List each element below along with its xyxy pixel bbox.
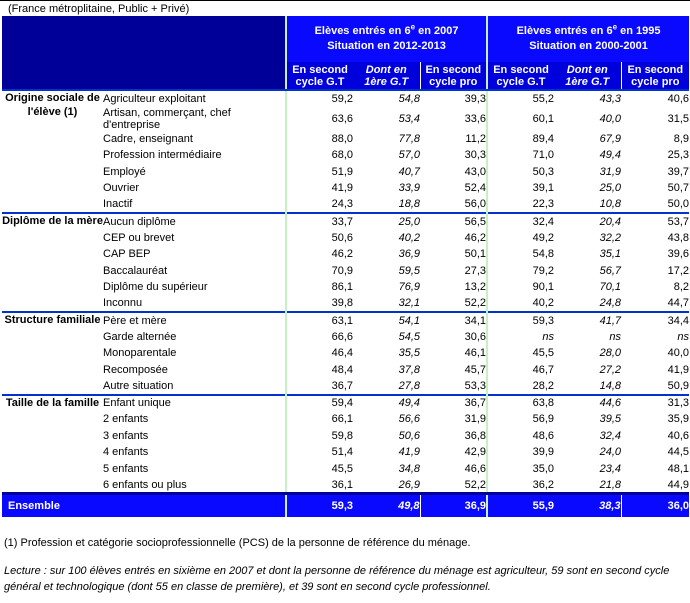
value-cell: 40,6 <box>621 90 689 107</box>
value-cell: 59,2 <box>286 90 353 107</box>
value-cell: 36,1 <box>286 477 353 494</box>
value-cell: 39,1 <box>487 180 554 197</box>
table-row <box>2 131 689 148</box>
column-header-cycle-gt-1995: En second cycle G.T <box>487 62 554 90</box>
table-total <box>2 494 689 517</box>
value-cell: 35,5 <box>398 347 420 360</box>
total-value-cell: 36,9 <box>420 494 487 517</box>
value-cell: 32,4 <box>487 213 554 230</box>
value-cell: 41,9 <box>398 446 420 459</box>
value-cell: 50,9 <box>667 379 690 392</box>
value-cell: 8,9 <box>673 132 690 145</box>
value-cell: 45,5 <box>286 461 353 478</box>
row-label: Diplôme du supérieur <box>103 281 208 294</box>
row-group-label: Structure familiale <box>2 312 103 395</box>
column-group-2007 <box>286 16 487 62</box>
table-row <box>2 428 689 445</box>
value-cell: 22,3 <box>487 197 554 214</box>
table-row <box>2 180 689 197</box>
value-cell: 45,7 <box>464 363 487 376</box>
value-cell: 54,8 <box>353 90 420 107</box>
total-value-cell: 49,8 <box>353 494 420 517</box>
value-cell: 28,0 <box>599 347 622 360</box>
column-header-dont-1ere-1995: Dont en 1ère G.T <box>554 62 621 90</box>
row-label: Garde alternée <box>103 330 177 343</box>
value-cell: 36,2 <box>487 477 554 494</box>
value-cell: 39,7 <box>667 165 690 178</box>
row-label: Monoparentale <box>103 347 177 360</box>
value-cell: 39,8 <box>286 296 353 313</box>
value-cell: 53,4 <box>398 112 420 125</box>
table-row <box>2 345 689 362</box>
value-cell: 25,0 <box>599 182 622 195</box>
value-cell: 35,9 <box>667 413 690 426</box>
value-cell: 77,8 <box>398 132 420 145</box>
value-cell: 46,2 <box>286 246 353 263</box>
value-cell: 59,5 <box>398 264 420 277</box>
value-cell: 35,1 <box>599 248 622 261</box>
value-cell: 32,1 <box>398 297 420 310</box>
value-cell: 48,1 <box>667 462 690 475</box>
value-cell: 66,1 <box>286 411 353 428</box>
value-cell: 55,2 <box>487 90 554 107</box>
value-cell: 40,0 <box>667 347 690 360</box>
value-cell: 30,6 <box>464 330 487 343</box>
value-cell: 39,9 <box>487 444 554 461</box>
table-row <box>2 230 689 247</box>
value-cell: 26,9 <box>398 478 420 491</box>
value-cell: 54,8 <box>487 246 554 263</box>
value-cell: 20,4 <box>554 213 621 230</box>
table-row <box>2 477 689 494</box>
value-cell: 70,9 <box>286 263 353 280</box>
value-cell: 86,1 <box>286 279 353 296</box>
value-cell: 17,2 <box>667 264 690 277</box>
value-cell: 32,2 <box>599 231 622 244</box>
total-row <box>2 494 689 517</box>
table-row <box>2 197 689 214</box>
value-cell: 34,8 <box>398 462 420 475</box>
value-cell: 44,5 <box>667 446 690 459</box>
value-cell: 31,5 <box>667 112 690 125</box>
group-title-1995: Elèves entrés en 6e en 1995 <box>516 22 661 37</box>
value-cell: 28,2 <box>487 378 554 395</box>
value-cell: 35,0 <box>487 461 554 478</box>
table-row <box>2 411 689 428</box>
row-label: 6 enfants ou plus <box>103 478 187 491</box>
value-cell: 33,6 <box>464 112 487 125</box>
value-cell: 41,7 <box>554 312 621 329</box>
value-cell: 46,7 <box>487 362 554 379</box>
value-cell: 40,0 <box>599 112 622 125</box>
row-label: 2 enfants <box>103 413 149 426</box>
value-cell: 79,2 <box>487 263 554 280</box>
value-cell: 88,0 <box>286 131 353 148</box>
total-row-label: Ensemble <box>2 494 286 517</box>
row-label: Enfant unique <box>103 395 286 412</box>
value-cell: 53,7 <box>621 213 689 230</box>
row-label: Artisan, commerçant, chef d'entreprise <box>103 106 231 131</box>
row-label: 4 enfants <box>103 446 149 459</box>
value-cell: 44,6 <box>554 395 621 412</box>
value-cell: 42,9 <box>464 446 487 459</box>
value-cell: 51,9 <box>286 164 353 181</box>
value-cell: 39,3 <box>420 90 487 107</box>
table-row <box>2 279 689 296</box>
value-cell: 25,3 <box>667 149 690 162</box>
group-subtitle-2007: Situation en 2012-2013 <box>327 40 446 52</box>
value-cell: 90,1 <box>487 279 554 296</box>
table-row <box>2 312 689 329</box>
value-cell: 37,8 <box>398 363 420 376</box>
value-cell: 46,1 <box>464 347 487 360</box>
value-cell: 10,8 <box>599 198 622 211</box>
value-cell: 39,5 <box>599 413 622 426</box>
total-value-cell: 55,9 <box>487 494 554 517</box>
row-label: Agriculteur exploitant <box>103 90 286 107</box>
group-title-2007: Elèves entrés en 6e en 2007 <box>314 22 459 37</box>
value-cell: 24,3 <box>286 197 353 214</box>
value-cell: 34,4 <box>621 312 689 329</box>
value-cell: 54,5 <box>398 330 420 343</box>
value-cell: 24,0 <box>599 446 622 459</box>
value-cell: 52,2 <box>464 297 487 310</box>
value-cell: 41,9 <box>667 363 690 376</box>
value-cell: 60,1 <box>487 107 554 131</box>
value-cell: 36,7 <box>286 378 353 395</box>
value-cell: 53,3 <box>464 379 487 392</box>
value-cell: 63,6 <box>286 107 353 131</box>
value-cell: 50,1 <box>464 248 487 261</box>
value-cell: 27,8 <box>398 379 420 392</box>
value-cell: 52,4 <box>464 182 487 195</box>
row-label: Père et mère <box>103 312 286 329</box>
value-cell: 25,0 <box>353 213 420 230</box>
value-cell: 23,4 <box>599 462 622 475</box>
value-cell: 21,8 <box>599 478 622 491</box>
value-cell: 24,8 <box>599 297 622 310</box>
table-row <box>2 213 689 230</box>
value-cell: 8,2 <box>673 281 690 294</box>
column-group-1995 <box>487 16 689 62</box>
value-cell: 59,3 <box>487 312 554 329</box>
row-group-label: Diplôme de la mère <box>2 213 103 312</box>
table-body <box>2 90 689 494</box>
row-label: CAP BEP <box>103 248 151 261</box>
value-cell: 13,2 <box>464 281 487 294</box>
row-label: Cadre, enseignant <box>103 132 193 145</box>
value-cell: 70,1 <box>599 281 622 294</box>
total-value-cell: 38,3 <box>554 494 621 517</box>
value-cell: 31,9 <box>464 413 487 426</box>
value-cell: 31,9 <box>599 165 622 178</box>
value-cell: 76,9 <box>398 281 420 294</box>
value-cell: 11,2 <box>465 132 487 145</box>
value-cell: 89,4 <box>487 131 554 148</box>
value-cell: 66,6 <box>286 329 353 346</box>
row-label: Aucun diplôme <box>103 213 286 230</box>
column-header-cycle-pro-1995: En second cycle pro <box>621 62 689 90</box>
row-label: Ouvrier <box>103 182 140 195</box>
row-label: 3 enfants <box>103 429 149 442</box>
superscript-e: e <box>410 22 416 32</box>
row-label: Recomposée <box>103 363 168 376</box>
table-row <box>2 362 689 379</box>
value-cell: 63,8 <box>487 395 554 412</box>
row-label: Inconnu <box>103 297 143 310</box>
table-row <box>2 296 689 313</box>
value-cell: 32,4 <box>599 429 622 442</box>
value-cell: 46,6 <box>464 462 487 475</box>
table-row <box>2 263 689 280</box>
value-cell: ns <box>487 329 554 346</box>
value-cell: 49,4 <box>353 395 420 412</box>
column-header-cycle-gt-2007: En second cycle G.T <box>286 62 353 90</box>
value-cell: 30,3 <box>464 149 487 162</box>
table-row <box>2 461 689 478</box>
row-group-label: Origine sociale de l'élève (1) <box>2 90 103 213</box>
value-cell: 45,5 <box>487 345 554 362</box>
value-cell: ns <box>609 330 622 343</box>
table-row <box>2 147 689 164</box>
value-cell: 46,2 <box>464 231 487 244</box>
value-cell: 56,5 <box>420 213 487 230</box>
table-row <box>2 444 689 461</box>
row-label: 5 enfants <box>103 462 149 475</box>
value-cell: 56,0 <box>464 198 487 211</box>
group-header-row <box>2 16 689 62</box>
table-row <box>2 246 689 263</box>
row-label: Employé <box>103 165 146 178</box>
value-cell: 27,2 <box>599 363 622 376</box>
column-header-cycle-pro-2007: En second cycle pro <box>420 62 487 90</box>
row-label: Inactif <box>103 198 133 211</box>
value-cell: 44,7 <box>667 297 690 310</box>
value-cell: 36,8 <box>464 429 487 442</box>
value-cell: 56,6 <box>398 413 420 426</box>
value-cell: 46,4 <box>286 345 353 362</box>
statistics-table <box>2 16 689 517</box>
value-cell: 56,9 <box>487 411 554 428</box>
row-group-label: Taille de la famille <box>2 395 103 494</box>
table-row <box>2 107 689 131</box>
value-cell: 56,7 <box>599 264 622 277</box>
value-cell: 43,8 <box>667 231 690 244</box>
value-cell: 33,9 <box>398 182 420 195</box>
table-row <box>2 395 689 412</box>
value-cell: 57,0 <box>398 149 420 162</box>
value-cell: 51,4 <box>286 444 353 461</box>
row-label: CEP ou brevet <box>103 231 175 244</box>
column-header-dont-1ere-2007: Dont en 1ère G.T <box>353 62 420 90</box>
value-cell: 50,7 <box>667 182 690 195</box>
superscript-e: e <box>612 22 618 32</box>
value-cell: 27,3 <box>464 264 487 277</box>
value-cell: 36,7 <box>420 395 487 412</box>
value-cell: 31,3 <box>621 395 689 412</box>
region-note: (France métroplitaine, Public + Privé) <box>8 3 190 15</box>
value-cell: 40,6 <box>667 429 690 442</box>
value-cell: 50,6 <box>286 230 353 247</box>
value-cell: 67,9 <box>599 132 622 145</box>
value-cell: 48,6 <box>487 428 554 445</box>
value-cell: 33,7 <box>286 213 353 230</box>
value-cell: 14,8 <box>599 379 622 392</box>
table-row <box>2 378 689 395</box>
total-value-cell: 36,0 <box>621 494 689 517</box>
value-cell: 41,9 <box>286 180 353 197</box>
value-cell: 34,1 <box>420 312 487 329</box>
footnote-lecture: Lecture : sur 100 élèves entrés en sixième en 2007 et dont la personne de référence du ménage est agriculteur, 59 sont en second cycle général et technologique (dont 55 en classe de première), et 39 sont en second cycle professionnel. <box>4 564 670 593</box>
row-label: Baccalauréat <box>103 264 168 277</box>
value-cell: 71,0 <box>487 147 554 164</box>
value-cell: 48,4 <box>286 362 353 379</box>
value-cell: 40,2 <box>398 231 420 244</box>
value-cell: 54,1 <box>353 312 420 329</box>
group-subtitle-1995: Situation en 2000-2001 <box>529 40 648 52</box>
value-cell: 40,2 <box>487 296 554 313</box>
value-cell: 44,9 <box>667 478 690 491</box>
header-stub-cell <box>2 16 286 90</box>
total-value-cell: 59,3 <box>286 494 353 517</box>
value-cell: 36,9 <box>398 248 420 261</box>
table-header <box>2 16 689 90</box>
value-cell: 40,7 <box>398 165 420 178</box>
value-cell: 43,3 <box>554 90 621 107</box>
value-cell: ns <box>677 330 690 343</box>
value-cell: 49,2 <box>487 230 554 247</box>
value-cell: 43,0 <box>464 165 487 178</box>
value-cell: 59,4 <box>286 395 353 412</box>
value-cell: 59,8 <box>286 428 353 445</box>
footnote-pcs: (1) Profession et catégorie socioprofessionnelle (PCS) de la personne de référence du ménage. <box>4 536 471 549</box>
row-label: Profession intermédiaire <box>103 149 222 162</box>
table-row <box>2 164 689 181</box>
value-cell: 63,1 <box>286 312 353 329</box>
value-cell: 68,0 <box>286 147 353 164</box>
value-cell: 52,2 <box>464 478 487 491</box>
value-cell: 18,8 <box>398 198 420 211</box>
value-cell: 49,4 <box>599 149 622 162</box>
table-row <box>2 90 689 107</box>
value-cell: 39,6 <box>667 248 690 261</box>
value-cell: 50,0 <box>667 198 690 211</box>
row-label: Autre situation <box>103 379 174 392</box>
value-cell: 50,3 <box>487 164 554 181</box>
table-row <box>2 329 689 346</box>
value-cell: 50,6 <box>398 429 420 442</box>
